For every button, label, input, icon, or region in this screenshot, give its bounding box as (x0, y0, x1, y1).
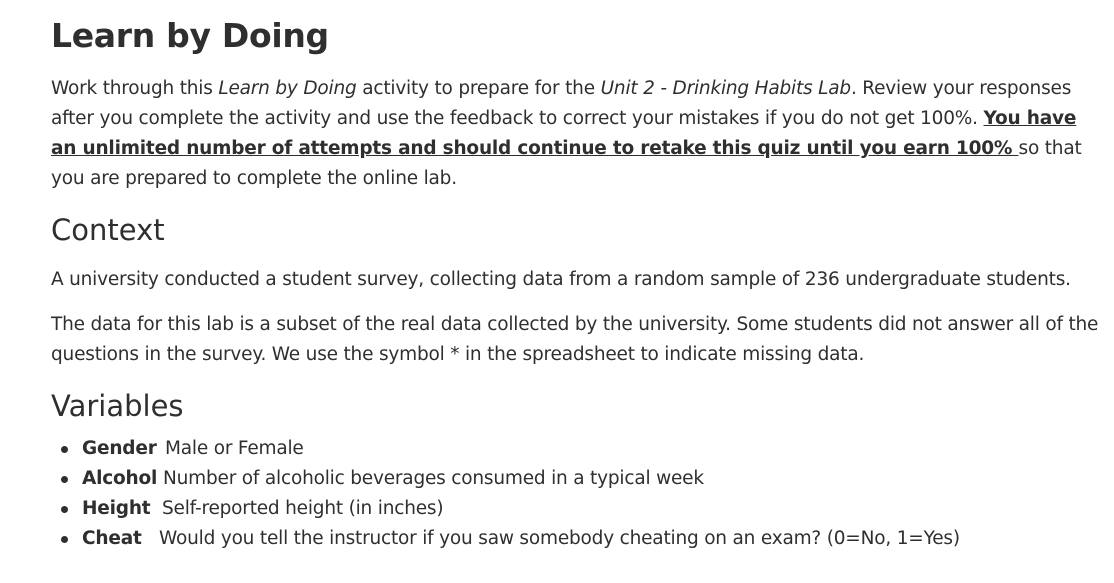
variable-description: Number of alcoholic beverages consumed in a typical week (163, 468, 704, 489)
bullet-icon (61, 536, 68, 543)
intro-text-2: activity to prepare for the (356, 78, 601, 99)
list-item (51, 434, 1101, 464)
page-title: Learn by Doing (51, 16, 329, 55)
intro-text-1: Work through this (51, 78, 219, 99)
lab-name: Unit 2 - Drinking Habits Lab (600, 78, 851, 99)
variable-name: Alcohol (82, 468, 158, 489)
bullet-icon (61, 506, 68, 513)
bullet-icon (61, 476, 68, 483)
intro-paragraph (51, 74, 1101, 194)
intro-text-4: so that you are prepared to complete the online lab. (51, 138, 1082, 189)
variable-description: Male or Female (165, 438, 304, 459)
activity-name: Learn by Doing (218, 78, 357, 99)
variable-name: Gender (82, 438, 157, 459)
bullet-icon (61, 446, 68, 453)
list-item (51, 464, 1101, 494)
list-item (51, 524, 1101, 554)
list-item (51, 494, 1101, 524)
context-subset-paragraph: The data for this lab is a subset of the real data collected by the university. Some students did not answer all of the questions in the survey. We use the symbol * in the spreadsheet to indicate missing data. (51, 314, 1099, 365)
variable-name: Cheat (82, 528, 142, 549)
variable-description: Self-reported height (in inches) (162, 498, 444, 519)
attempts-emphasis: You have an unlimited number of attempts and should continue to retake this quiz until you earn 100% (51, 108, 1077, 159)
context-survey-paragraph: A university conducted a student survey, collecting data from a random sample of 236 undergraduate students. (51, 269, 1071, 290)
variable-description: Would you tell the instructor if you saw somebody cheating on an exam? (0=No, 1=Yes) (159, 528, 960, 549)
variables-list (51, 434, 1101, 554)
context-heading: Context (51, 213, 165, 247)
variables-heading: Variables (51, 389, 184, 423)
page-content (51, 0, 1101, 554)
intro-text-3: . Review your responses after you complete the activity and use the feedback to correct your mistakes if you do not get 100%. (51, 78, 1072, 129)
variable-name: Height (82, 498, 151, 519)
